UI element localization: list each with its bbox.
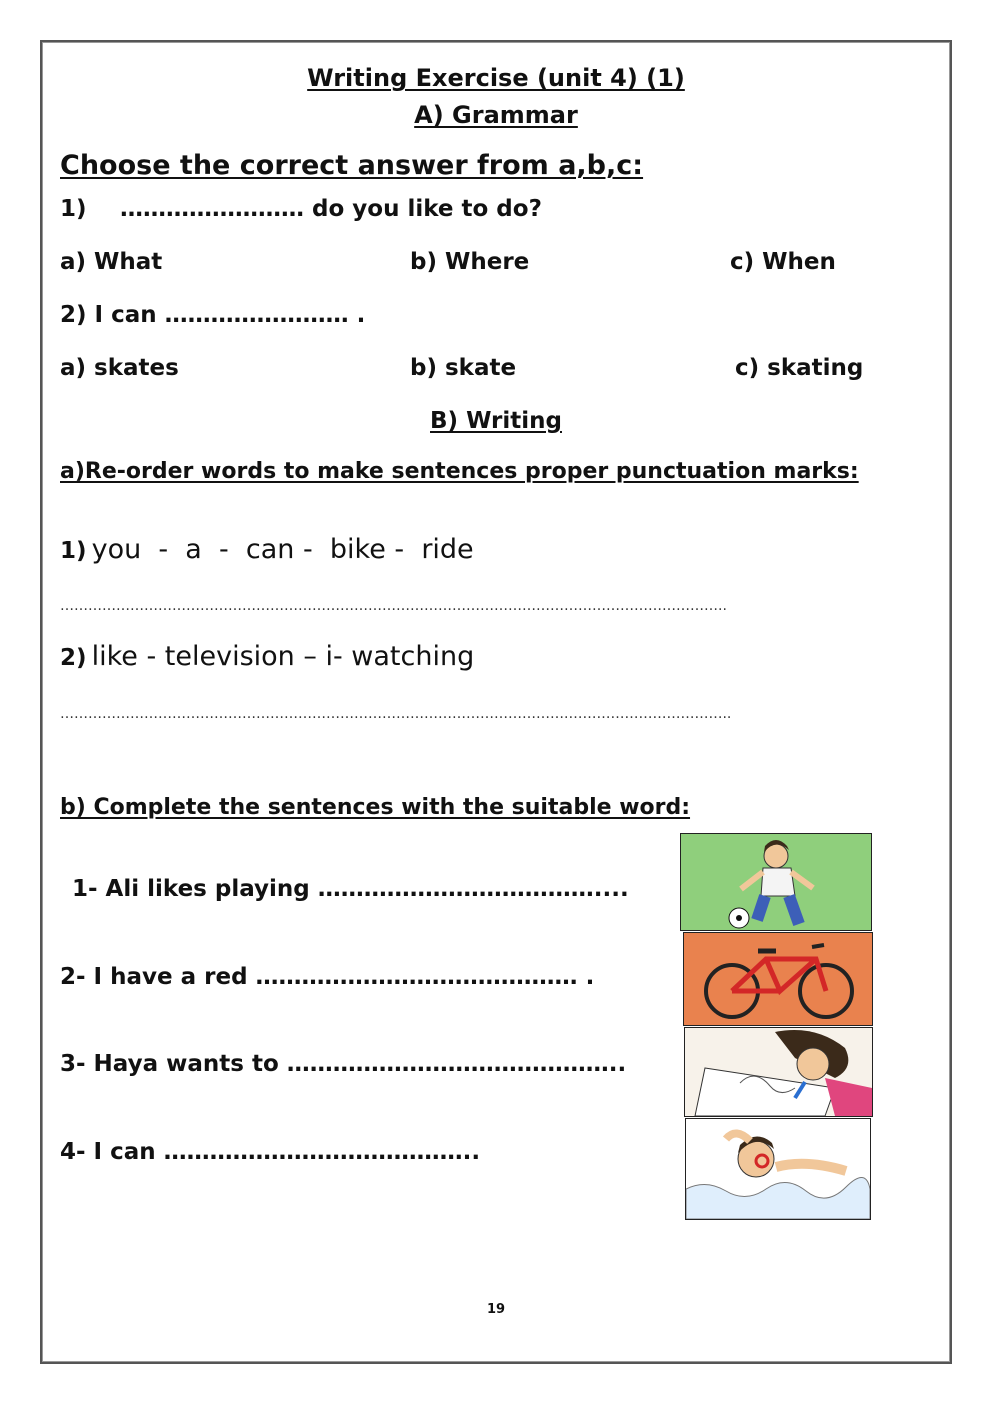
complete-instruction: b) Complete the sentences with the suitable word: xyxy=(60,795,691,820)
reorder-instruction: a)Re-order words to make sentences proper punctuation marks: xyxy=(60,459,859,484)
complete-sentence-4: 4- I can ………………………………….. xyxy=(60,1139,481,1165)
reorder-1-number: 1) xyxy=(60,538,87,564)
q1-option-b: b) Where xyxy=(410,249,530,275)
complete-sentence-3: 3- Haya wants to …………………………………….. xyxy=(60,1051,627,1077)
reorder-2-number: 2) xyxy=(60,645,87,671)
worksheet-title: Writing Exercise (unit 4) (1) xyxy=(307,64,685,92)
girl-drawing-image xyxy=(684,1027,873,1117)
q1-option-a: a) What xyxy=(60,249,163,275)
q1-text: …………………… do you like to do? xyxy=(120,196,542,222)
complete-sentence-2: 2- I have a red …………………………………… . xyxy=(60,964,595,990)
q2-text: 2) I can …………………… . xyxy=(60,302,366,328)
reorder-1-words: you - a - can - bike - ride xyxy=(91,534,474,565)
q1-option-c: c) When xyxy=(730,249,836,275)
red-bicycle-image xyxy=(683,932,873,1026)
reorder-item-2 xyxy=(60,641,474,672)
q2-option-c: c) skating xyxy=(735,355,864,381)
swimming-boy-image xyxy=(685,1118,871,1220)
page-number: 19 xyxy=(486,1302,506,1317)
grammar-instruction: Choose the correct answer from a,b,c: xyxy=(60,150,644,181)
answer-line-1[interactable]: …………………………………………………………………………………………………………………………….. xyxy=(60,598,727,614)
q2-option-a: a) skates xyxy=(60,355,179,381)
section-a-heading: A) Grammar xyxy=(414,101,578,129)
reorder-2-words: like - television – i- watching xyxy=(91,641,475,672)
complete-sentence-1: 1- Ali likes playing ……………………………….... xyxy=(72,876,629,902)
section-b-heading: B) Writing xyxy=(430,408,562,434)
football-boy-image xyxy=(680,833,872,931)
answer-line-2[interactable]: ……………………………………………………………………………………………….…………………………….. xyxy=(60,706,732,722)
q1-number: 1) xyxy=(60,196,87,222)
q2-option-b: b) skate xyxy=(410,355,517,381)
reorder-item-1 xyxy=(60,534,474,565)
